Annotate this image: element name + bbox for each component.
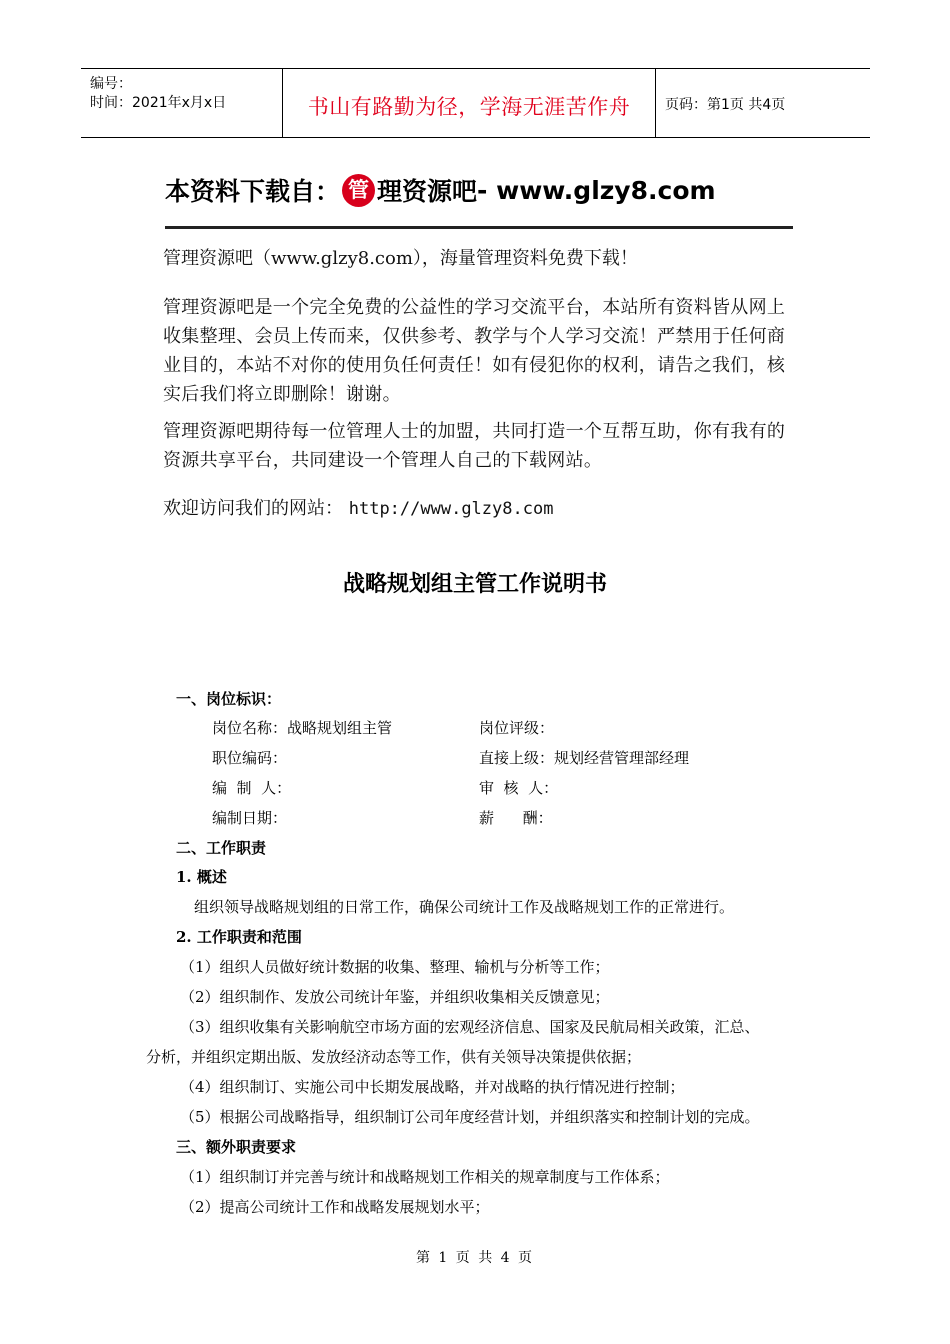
notice-visit-line: [163, 494, 553, 524]
header-right-cell: [656, 69, 870, 137]
duty-item: （3）组织收集有关影响航空市场方面的宏观经济信息、国家及民航局相关政策，汇总、: [180, 1018, 760, 1036]
id-field-code: 职位编码：: [212, 749, 288, 767]
overview-text: 组织领导战略规划组的日常工作，确保公司统计工作及战略规划工作的正常进行。: [194, 898, 735, 916]
notice-paragraph-3: 管理资源吧期待每一位管理人士的加盟，共同打造一个互帮互助，你有我有的资源共享平台，共同建设一个管理人自己的下载网站。: [163, 421, 786, 471]
duty-item: （1）组织人员做好统计数据的收集、整理、输机与分析等工作；: [180, 958, 610, 976]
header-left-cell: [81, 69, 283, 137]
duty-item: （2）组织制作、发放公司统计年鉴，并组织收集相关反馈意见；: [180, 988, 610, 1006]
banner-site-url: - www.glzy8.com: [477, 175, 716, 205]
id-field-salary: 薪 酬：: [479, 809, 553, 827]
extra-duty-item: （1）组织制订并完善与统计和战略规划工作相关的规章制度与工作体系；: [180, 1168, 670, 1186]
id-field-name: 岗位名称：战略规划组主管: [212, 719, 393, 737]
site-logo-icon: 管: [342, 174, 375, 207]
duty-item: （5）根据公司战略指导，组织制订公司年度经营计划，并组织落实和控制计划的完成。: [180, 1108, 760, 1126]
id-field-reviewer: 审 核 人：: [479, 779, 559, 797]
header-table: [81, 68, 870, 138]
visit-label: 欢迎访问我们的网站：: [163, 498, 343, 519]
visit-url-link[interactable]: http://www.glzy8.com: [348, 499, 554, 519]
section-3-heading: 三、额外职责要求: [176, 1138, 297, 1156]
banner-site-name: 理资源吧: [377, 177, 478, 206]
duty-item-continued: 分析，并组织定期出版、发放经济动态等工作，供有关领导决策提供依据；: [146, 1048, 642, 1066]
header-motto-cell: [283, 69, 656, 137]
id-field-date: 编制日期：: [212, 809, 288, 827]
page-info: 页码：第1页 共4页: [665, 97, 786, 113]
number-label: 编号：: [90, 76, 132, 92]
sub-1-heading: 1. 概述: [176, 868, 227, 886]
document-title: 战略规划组主管工作说明书: [342, 571, 607, 597]
page-footer: 第 1 页 共 4 页: [415, 1250, 535, 1266]
section-1-heading: 一、岗位标识：: [176, 690, 282, 708]
notice-paragraph-2: 管理资源吧是一个完全免费的公益性的学习交流平台，本站所有资料皆从网上收集整理、会员上传而来，仅供参考、教学与个人学习交流！严禁用于任何商业目的，本站不对你的使用负任何责任！如有侵犯你的权利，请告之我们，核实后我们将立即删除！谢谢。: [163, 297, 786, 405]
banner-title: [165, 170, 716, 210]
duty-item: （4）组织制订、实施公司中长期发展战略，并对战略的执行情况进行控制；: [180, 1078, 685, 1096]
section-2-heading: 二、工作职责: [176, 839, 267, 857]
id-field-superior: 直接上级：规划经营管理部经理: [479, 749, 690, 767]
banner-prefix: 本资料下载自：: [165, 177, 341, 206]
time-label: 时间：2021年x月x日: [90, 95, 227, 111]
motto-text: 书山有路勤为径，学海无涯苦作舟: [307, 95, 631, 119]
banner-divider: [165, 226, 793, 229]
id-field-author: 编 制 人：: [212, 779, 292, 797]
notice-line-1: 管理资源吧（www.glzy8.com），海量管理资料免费下载！: [163, 248, 638, 269]
sub-2-heading: 2. 工作职责和范围: [176, 928, 302, 946]
extra-duty-item: （2）提高公司统计工作和战略发展规划水平；: [180, 1198, 490, 1216]
id-field-grade: 岗位评级：: [479, 719, 555, 737]
